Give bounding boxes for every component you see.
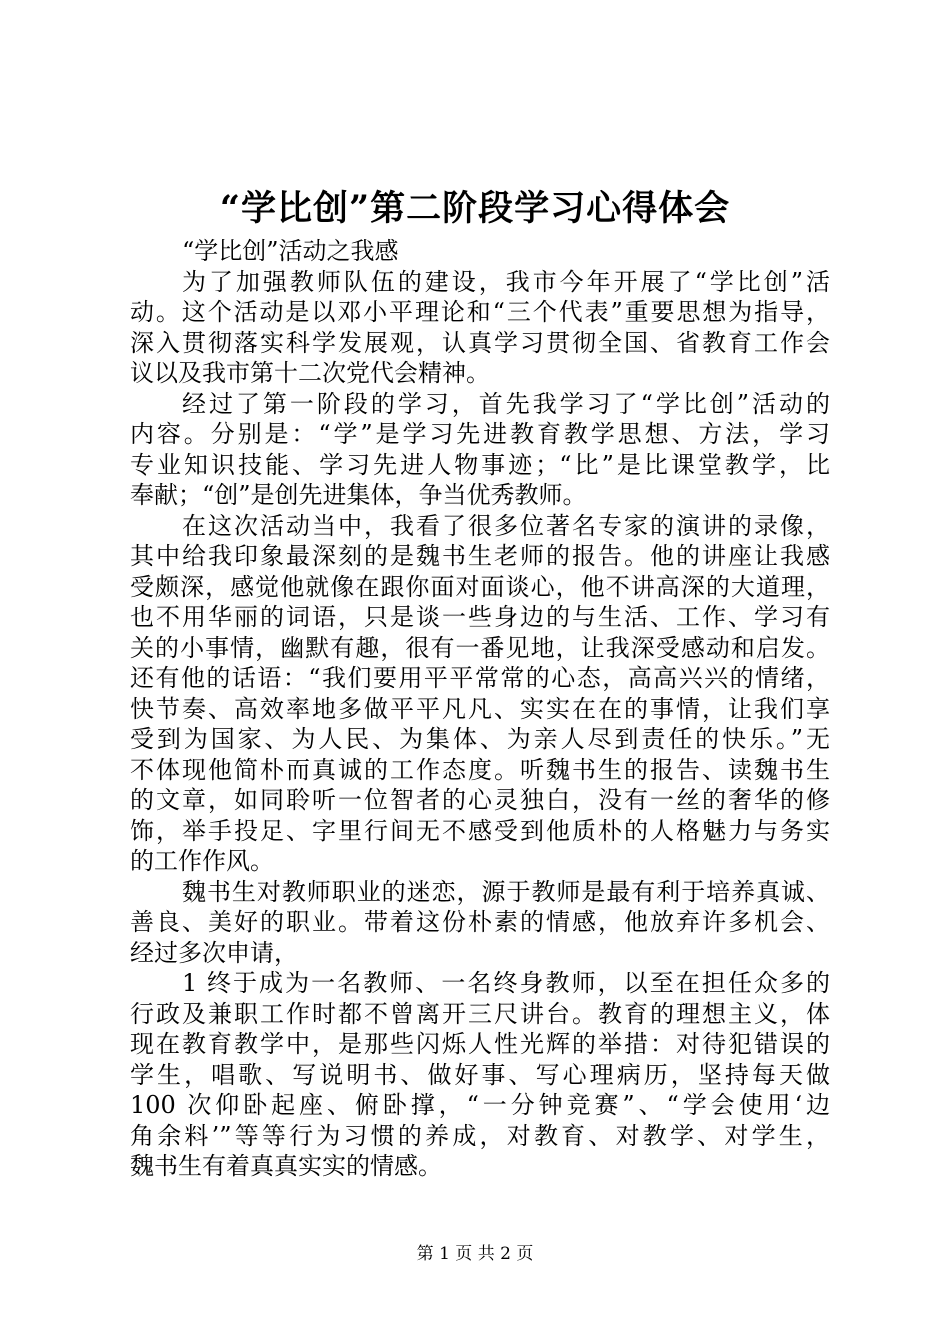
text-line: 100 次仰卧起座、俯卧撑，“一分钟竞赛”、“学会使用‘边 <box>130 1091 830 1119</box>
text-line: 的文章，如同聆听一位智者的心灵独白，没有一丝的奢华的修 <box>130 786 830 814</box>
text-line: 还有他的话语：“我们要用平平常常的心态，高高兴兴的情绪， <box>130 664 830 692</box>
text-line: 奉献；“创”是创先进集体，争当优秀教师。 <box>130 481 587 509</box>
text-line: 其中给我印象最深刻的是魏书生老师的报告。他的讲座让我感 <box>130 542 830 570</box>
text-line: 议以及我市第十二次党代会精神。 <box>130 359 490 387</box>
text-line: 现在教育教学中，是那些闪烁人性光辉的举措：对待犯错误的 <box>130 1030 830 1058</box>
text-line: 不体现他简朴而真诚的工作态度。听魏书生的报告、读魏书生 <box>130 755 830 784</box>
text-line: 饰，举手投足、字里行间无不感受到他质朴的人格魅力与务实 <box>130 816 830 845</box>
text-line: 内容。分别是：“学”是学习先进教育教学思想、方法，学习 <box>130 420 830 448</box>
text-line: 魏书生对教师职业的迷恋，源于教师是最有利于培养真诚、 <box>182 877 830 906</box>
text-line: 动。这个活动是以邓小平理论和“三个代表”重要思想为指导， <box>130 298 830 326</box>
document-body <box>130 236 830 1182</box>
text-line: 为了加强教师队伍的建设，我市今年开展了“学比创”活 <box>182 267 830 296</box>
text-line: 受到为国家、为人民、为集体、为亲人尽到责任的快乐。”无 <box>130 725 830 753</box>
text-line: 受颇深，感觉他就像在跟你面对面谈心，他不讲高深的大道理， <box>130 572 830 601</box>
text-line: 关的小事情，幽默有趣，很有一番见地，让我深受感动和启发。 <box>130 633 830 662</box>
text-line: 经过多次申请， <box>130 938 298 967</box>
text-line: 行政及兼职工作时都不曾离开三尺讲台。教育的理想主义，体 <box>130 999 830 1028</box>
text-line: 魏书生有着真真实实的情感。 <box>130 1152 442 1180</box>
document-title: “学比创”第二阶段学习心得体会 <box>219 188 731 229</box>
text-line: 学生，唱歌、写说明书、做好事、写心理病历，坚持每天做 <box>130 1060 830 1089</box>
page-number-footer: 第 1 页 共 2 页 <box>416 1244 534 1264</box>
text-line: 专业知识技能、学习先进人物事迹；“比”是比课堂教学，比 <box>130 450 830 479</box>
text-line: 深入贯彻落实科学发展观，认真学习贯彻全国、省教育工作会 <box>130 328 830 357</box>
text-line: 善良、美好的职业。带着这份朴素的情感，他放弃许多机会、 <box>130 908 830 936</box>
text-line: 经过了第一阶段的学习，首先我学习了“学比创”活动的 <box>182 389 830 418</box>
text-line: 在这次活动当中，我看了很多位著名专家的演讲的录像， <box>182 511 830 540</box>
text-line: 的工作作风。 <box>130 847 274 875</box>
text-line: 1 终于成为一名教师、一名终身教师，以至在担任众多的 <box>182 969 830 997</box>
text-line: 也不用华丽的词语，只是谈一些身边的与生活、工作、学习有 <box>130 603 830 631</box>
text-line: 快节奏、高效率地多做平平凡凡、实实在在的事情，让我们享 <box>130 694 830 723</box>
text-line: 角余料’”等等行为习惯的养成，对教育、对教学、对学生， <box>130 1121 830 1150</box>
text-line: “学比创”活动之我感 <box>182 237 399 265</box>
